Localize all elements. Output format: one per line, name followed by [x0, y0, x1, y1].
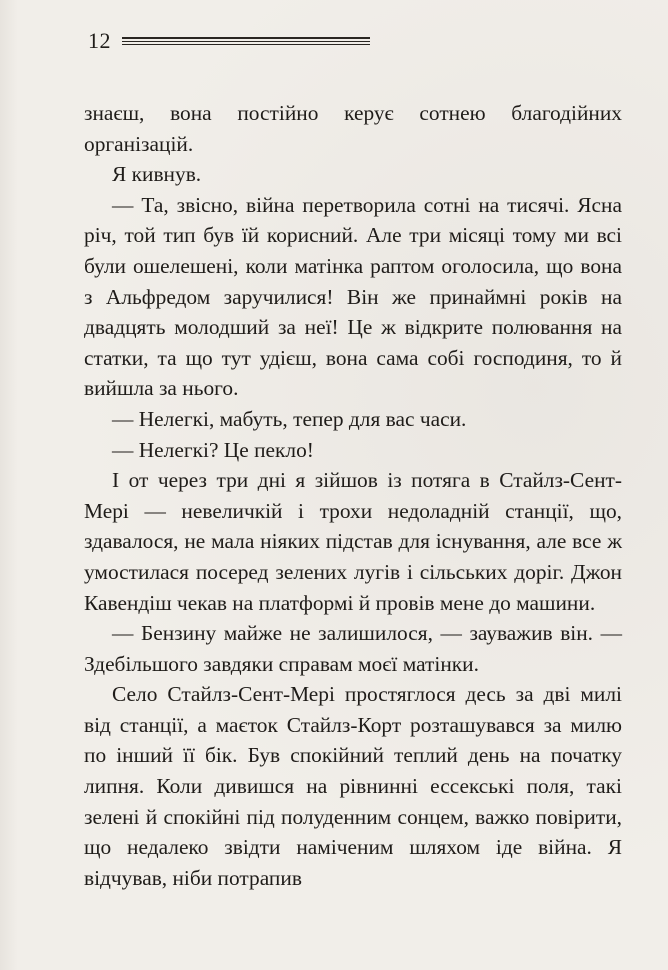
paragraph: Село Стайлз-Сент-Мері простяглося десь за дві милі від станції, а маєток Стайлз-Корт розташувався за милю по інший її бік. Був спокійний теплий день на початку липня. Коли дивишся на рівнинні ессекські поля, такі зелені й спокійні під полуденним сонцем, важко повірити, що недалеко звідти наміченим шляхом іде війна. Я відчував, ніби потрапив — [84, 682, 622, 890]
paragraph: Я кивнув. — [112, 162, 202, 187]
paragraph: — Та, звісно, війна перетворила сотні на тисячі. Ясна річ, той тип був їй корисний. Але три місяці тому ми всі були ошелешені, коли матінка раптом оголосила, що вона з Альфредом заручилися! Він же принаймні років на двадцять молодший за неї! Це ж відкрите полювання на статки, та що тут удієш, вона сама собі господиня, то й вийшла за нього. — [84, 192, 622, 401]
header-rule-line — [122, 41, 370, 42]
page-header — [88, 26, 388, 56]
paragraph: — Нелегкі? Це пекло! — [112, 437, 314, 462]
header-rule — [122, 37, 370, 47]
paragraph: знаєш, вона постійно керує сотнею благодійних організацій. — [84, 101, 622, 156]
page-number: 12 — [88, 28, 111, 53]
paragraph: — Бензину майже не залишилося, — зауважив він. — Здебільшого завдяки справам моєї матінки. — [84, 621, 622, 676]
body-text — [84, 98, 622, 893]
header-rule-line — [122, 37, 370, 39]
header-rule-line — [122, 44, 370, 45]
paragraph: І от через три дні я зійшов із потяга в Стайлз-Сент-Мері — невеличкій і трохи недоладній станції, що, здавалося, не мала ніяких підстав для існування, але все ж умостилася посеред зелених лугів і сільських доріг. Джон Кавендіш чекав на платформі й провів мене до машини. — [84, 468, 622, 615]
paragraph: — Нелегкі, мабуть, тепер для вас часи. — [112, 406, 467, 431]
